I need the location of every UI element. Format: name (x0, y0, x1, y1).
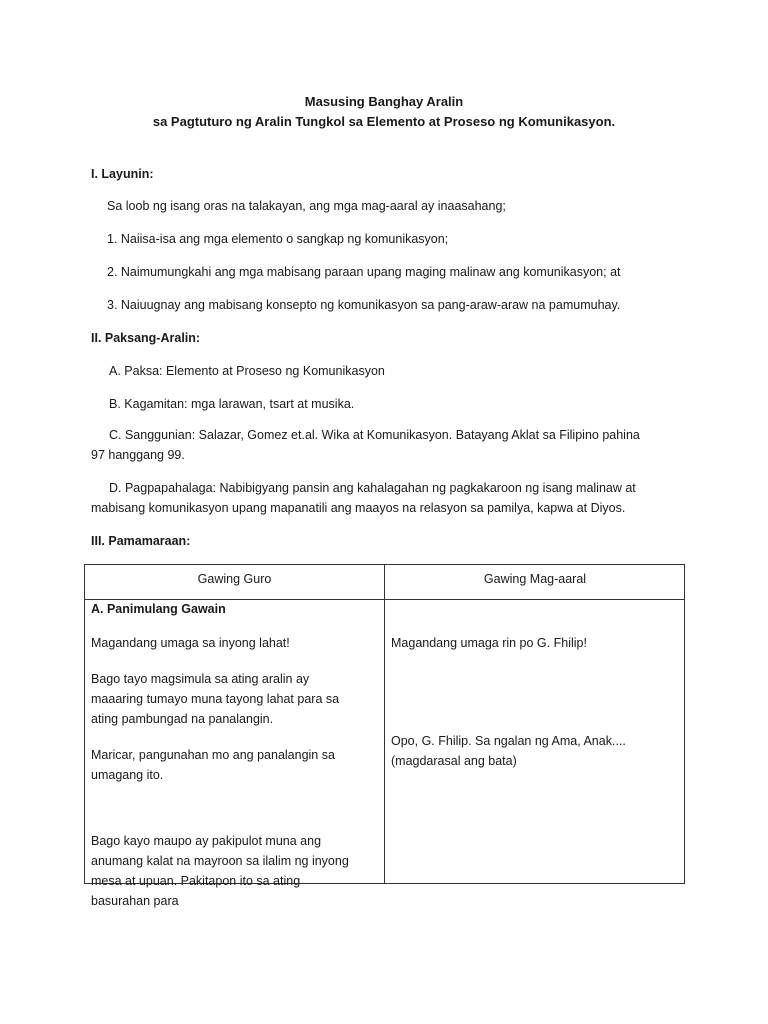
layunin-item-1: 1. Naiisa-isa ang mga elemento o sangkap ng komunikasyon; (107, 232, 449, 246)
table-column-divider (384, 565, 385, 883)
pagpapahalaga-text: D. Pagpapahalaga: Nabibigyang pansin ang kahalagahan ng pagkakaroon ng isang malinaw at mabisang komunikasyon upang mapanatili ang maayos na relasyon sa pamilya, kapwa at Diyos. (91, 481, 636, 515)
document-title: Masusing Banghay Aralin (304, 94, 464, 109)
pagpapahalaga-paragraph (91, 478, 636, 518)
sanggunian-text: C. Sanggunian: Salazar, Gomez et.al. Wika at Komunikasyon. Batayang Aklat sa Filipino pahina 97 hanggang 99. (91, 428, 640, 462)
magaaral-bati: Magandang umaga rin po G. Fhilip! (391, 636, 587, 650)
guro-kalat: Bago kayo maupo ay pakipulot muna ang anumang kalat na mayroon sa ilalim ng inyong mesa at upuan. Pakitapon ito sa ating basurahan para (91, 834, 349, 908)
section-layunin-heading: I. Layunin: (91, 167, 154, 181)
guro-bati: Magandang umaga sa inyong lahat! (91, 636, 290, 650)
table-header-magaaral: Gawing Mag-aaral (483, 572, 587, 586)
layunin-item-3: 3. Naiuugnay ang mabisang konsepto ng komunikasyon sa pang-araw-araw na pamumuhay. (107, 298, 621, 312)
layunin-item-2: 2. Naimumungkahi ang mga mabisang paraan upang maging malinaw ang komunikasyon; at (107, 265, 621, 279)
panimulang-gawain-heading: A. Panimulang Gawain (91, 602, 226, 616)
paksa-line: A. Paksa: Elemento at Proseso ng Komunikasyon (109, 364, 385, 378)
section-paksang-aralin-heading: II. Paksang-Aralin: (91, 331, 201, 345)
magaaral-dasal: Opo, G. Fhilip. Sa ngalan ng Ama, Anak.... (magdarasal ang bata) (391, 734, 626, 768)
procedure-table (84, 564, 685, 908)
layunin-intro: Sa loob ng isang oras na talakayan, ang mga mag-aaral ay inaasahang; (107, 199, 506, 213)
guro-maricar: Maricar, pangunahan mo ang panalangin sa umagang ito. (91, 748, 335, 782)
table-header-guro: Gawing Guro (197, 572, 272, 586)
document-subtitle: sa Pagtuturo ng Aralin Tungkol sa Elemento at Proseso ng Komunikasyon. (152, 114, 616, 129)
kagamitan-line: B. Kagamitan: mga larawan, tsart at musika. (109, 397, 355, 411)
sanggunian-paragraph (91, 425, 651, 465)
section-pamamaraan-heading: III. Pamamaraan: (91, 534, 191, 548)
guro-dasal-intro: Bago tayo magsimula sa ating aralin ay maaaring tumayo muna tayong lahat para sa ating pambungad na panalangin. (91, 672, 340, 726)
